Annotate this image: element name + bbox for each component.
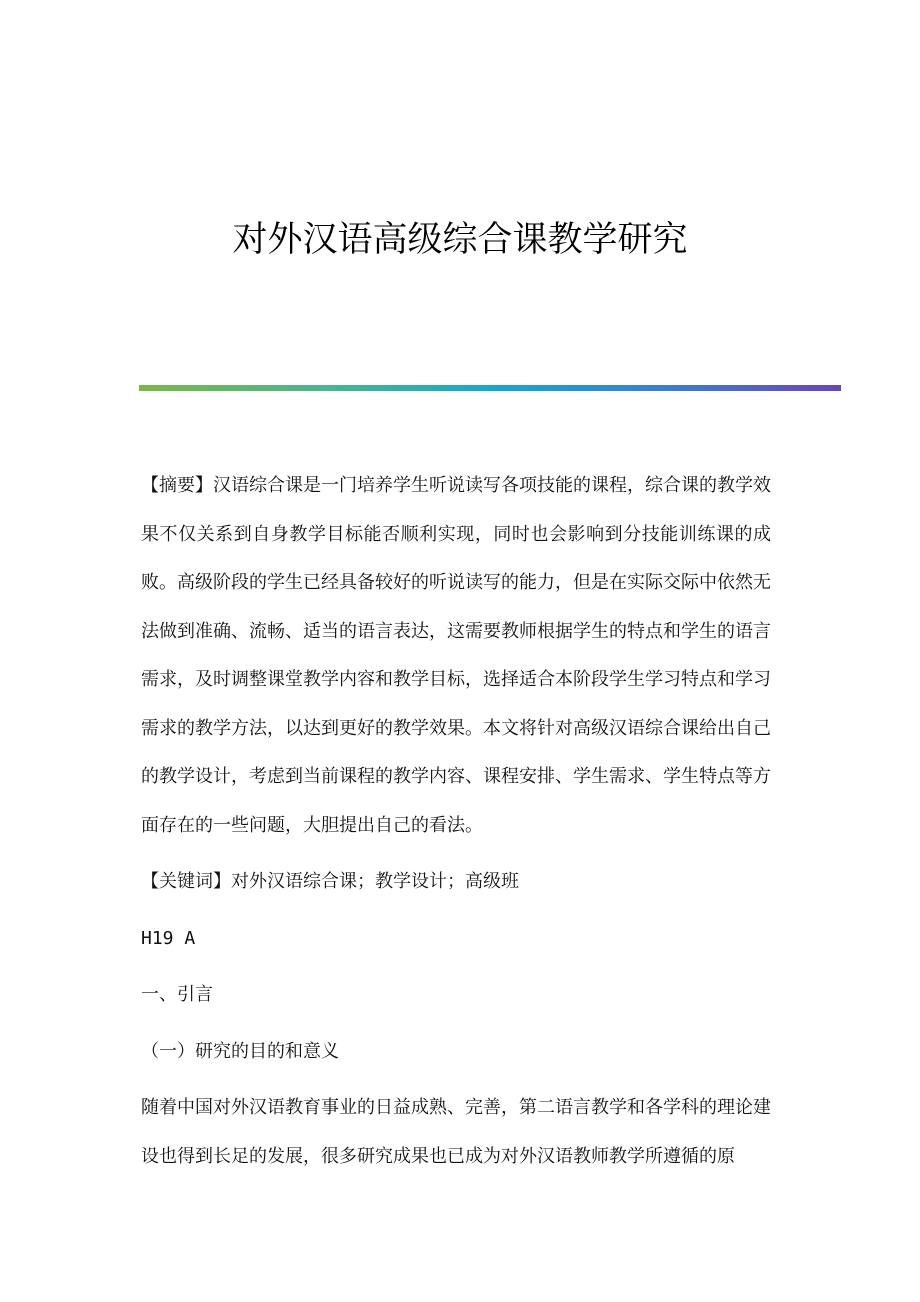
subsection-heading: （一）研究的目的和意义 xyxy=(141,1040,339,1062)
keywords-line: 【关键词】对外汉语综合课；教学设计；高级班 xyxy=(141,871,519,892)
classification-code: H19 A xyxy=(141,927,196,949)
document-body xyxy=(141,462,771,1181)
document-title: 对外汉语高级综合课教学研究 xyxy=(232,220,688,260)
section-heading: 一、引言 xyxy=(141,984,213,1005)
abstract-paragraph: 【摘要】汉语综合课是一门培养学生听说读写各项技能的课程，综合课的教学效果不仅关系到自身教学目标能否顺利实现，同时也会影响到分技能训练课的成败。高级阶段的学生已经具备较好的听说读写的能力，但是在实际交际中依然无法做到准确、流畅、适当的语言表达，这需要教师根据学生的特点和学生的语言需求，及时调整课堂教学内容和教学目标，选择适合本阶段学生学习特点和学习需求的教学方法，以达到更好的教学效果。本文将针对高级汉语综合课给出自己的教学设计，考虑到当前课程的教学内容、课程安排、学生需求、学生特点等方面存在的一些问题，大胆提出自己的看法。 xyxy=(141,475,771,836)
body-paragraph: 随着中国对外汉语教育事业的日益成熟、完善，第二语言教学和各学科的理论建设也得到长足的发展，很多研究成果也已成为对外汉语教师教学所遵循的原 xyxy=(141,1097,771,1167)
gradient-divider xyxy=(139,385,841,391)
